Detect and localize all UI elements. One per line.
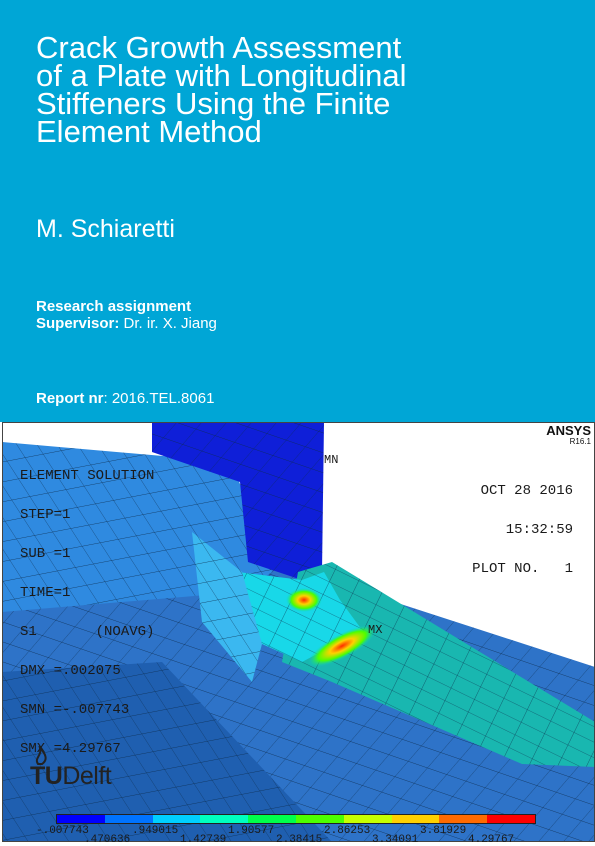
legend-tick-top-label: 1.90577 <box>228 825 275 837</box>
ansys-brand: ANSYS <box>546 423 591 438</box>
legend-swatch <box>296 815 344 823</box>
tu-delft-logo <box>30 754 150 798</box>
plot-info <box>472 459 573 602</box>
solution-line-4: TIME=1 <box>20 585 71 601</box>
legend-swatch <box>153 815 201 823</box>
solution-info <box>20 444 154 782</box>
solution-line-6: DMX =.002075 <box>20 663 121 679</box>
solution-line-2: STEP=1 <box>20 507 71 523</box>
fem-stress-plot <box>2 422 595 846</box>
legend-tick-top-label: 3.81929 <box>420 825 467 837</box>
legend-swatch <box>105 815 153 823</box>
author: M. Schiaretti <box>36 215 175 243</box>
min-marker: MN <box>324 453 339 467</box>
title-line-2: of a Plate with Longitudinal <box>36 58 407 93</box>
supervisor <box>36 315 217 332</box>
legend-tick-bottom-label: .470636 <box>84 834 131 846</box>
legend-tick-top-label: -.007743 <box>36 825 89 837</box>
legend-swatch <box>439 815 487 823</box>
solution-line-3: SUB =1 <box>20 546 71 562</box>
color-legend-bar <box>56 814 536 824</box>
title-line-4: Element Method <box>36 114 262 149</box>
plot-date: OCT 28 2016 <box>480 483 573 499</box>
legend-tick-bottom-label: 4.29767 <box>468 834 515 846</box>
legend-tick-bottom-label: 1.42739 <box>180 834 227 846</box>
plot-number: PLOT NO. 1 <box>472 561 573 577</box>
assignment-type: Research assignment <box>36 298 192 315</box>
supervisor-name: Dr. ir. X. Jiang <box>123 315 217 332</box>
solution-line-1: ELEMENT SOLUTION <box>20 468 155 484</box>
plot-time: 15:32:59 <box>505 522 573 538</box>
legend-swatch <box>248 815 296 823</box>
legend-tick-top-label: 2.86253 <box>324 825 371 837</box>
supervisor-label: Supervisor: <box>36 315 120 332</box>
cover-header <box>0 0 595 422</box>
legend-swatch <box>57 815 105 823</box>
report-value: : 2016.TEL.8061 <box>103 390 215 407</box>
ansys-version: R16.1 <box>569 437 591 446</box>
legend-swatch <box>344 815 392 823</box>
legend-tick-top-label: .949015 <box>132 825 179 837</box>
solution-line-5: S1 (NOAVG) <box>20 624 155 640</box>
ansys-badge <box>546 424 591 446</box>
max-marker: MX <box>368 623 383 637</box>
solution-line-8: SMX =4.29767 <box>20 741 121 757</box>
title-line-1: Crack Growth Assessment <box>36 30 402 65</box>
title-line-3: Stiffeners Using the Finite <box>36 86 391 121</box>
legend-swatch <box>200 815 248 823</box>
logo-wordmark: TUDelft <box>30 762 112 790</box>
legend-swatch <box>392 815 440 823</box>
legend-swatch <box>487 815 535 823</box>
legend-tick-bottom-label: 3.34091 <box>372 834 419 846</box>
document-title <box>36 30 470 149</box>
report-number <box>36 390 214 407</box>
report-label: Report nr <box>36 390 104 407</box>
solution-line-7: SMN =-.007743 <box>20 702 130 718</box>
legend-tick-bottom-label: 2.38415 <box>276 834 323 846</box>
